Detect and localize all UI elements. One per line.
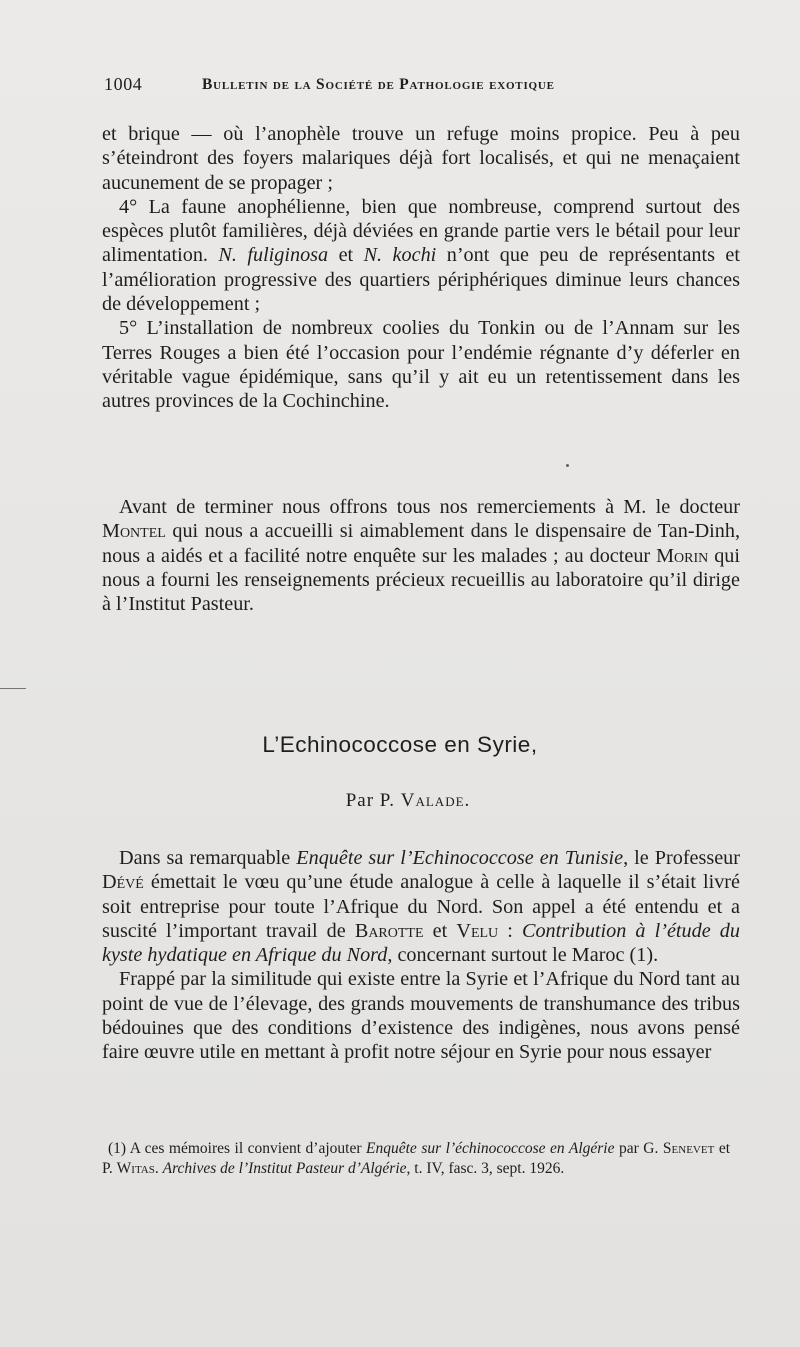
person-name: Barotte (354, 919, 424, 942)
paragraph: 5° L’installation de nombreux coolies du Tonkin ou de l’Annam sur les Terres Rouges a bien été l’occasion pour l’endémie régnante d’y déferler en véritable vague épidémique, sans qu’il y ait eu un retentissement dans les autres provinces de la Cochinchine. (102, 317, 740, 413)
paragraph: Frappé par la similitude qui existe entre la Syrie et l’Afrique du Nord tant au point de vue de l’élevage, des grands mouvements de transhumance des tribus bédouines que des conditions d’existence des indigènes, nous avons pensé faire œuvre utile en mettant à profit notre séjour en Syrie pour nous essayer (102, 968, 740, 1064)
cited-title: Enquête sur l’Echinococcose en Tunisie (296, 847, 624, 869)
cited-title: Enquête sur l’échinococcose en Algérie (366, 1140, 615, 1157)
person-name: Senevet (662, 1140, 715, 1157)
cited-title: Archives de l’Institut Pasteur d’Algérie (162, 1160, 407, 1177)
page-number: 1004 (104, 74, 143, 94)
journal-title: Bulletin de la Société de Pathologie exotique (202, 76, 555, 93)
ink-speck (566, 464, 569, 467)
person-name: Morin (656, 544, 709, 567)
paragraph: 4° La faune anophélienne, bien que nombreuse, comprend surtout des espèces plutôt familières, déjà déviées en grande partie vers le bétail pour leur alimentation. N. fuliginosa et N. kochi n’ont que peu de représentants et l’amélioration progressive des quartiers périphériques diminue leurs chances de développement ; (102, 195, 740, 316)
author-name: Valade (400, 790, 465, 811)
person-name: Montel (102, 520, 166, 543)
continuation-text (102, 122, 740, 414)
species-name: N. fuliginosa (218, 244, 329, 267)
acknowledgements (102, 495, 740, 616)
margin-mark (0, 688, 26, 689)
cited-title: Contribution à l’étude du kyste hydatique en Afrique du Nord (102, 919, 740, 967)
byline: Par P. Valade. (345, 790, 471, 811)
species-name: N. kochi (363, 244, 437, 267)
paragraph: et brique — où l’anophèle trouve un refuge moins propice. Peu à peu s’éteindront des foyers malariques déjà fort localisés, et qui ne menaçaient aucunement de se propager ; (102, 123, 740, 194)
person-name: Witas (116, 1160, 155, 1177)
person-name: Velu (456, 919, 499, 942)
paragraph: Dans sa remarquable Enquête sur l’Echinococcose en Tunisie, le Professeur Dévé émettait le vœu qu’une étude analogue à celle à laquelle il s’était livré soit entreprise pour toute l’Afrique du Nord. Son appel a été entendu et a suscité l’important travail de Barotte et Velu : Contribution à l’étude du kyste hydatique en Afrique du Nord, concernant surtout le Maroc (1). (102, 847, 740, 967)
running-head (104, 74, 738, 95)
person-name: Dévé (102, 871, 144, 894)
article-title: L’Echinococcose en Syrie, (262, 732, 538, 757)
footnote: (1) A ces mémoires il convient d’ajouter Enquête sur l’échinococcose en Algérie par G. Senevet et P. Witas. Archives de l’Institut Pasteur d’Algérie, t. IV, fasc. 3, sept. 1926. (102, 1140, 730, 1177)
article-body (102, 846, 740, 1065)
paragraph: Avant de terminer nous offrons tous nos remerciements à M. le docteur Montel qui nous a accueilli si aimablement dans le dispensaire de Tan-Dinh, nous a aidés et a facilité notre enquête sur les malades ; au docteur Morin qui nous a fourni les renseignements précieux recueillis au laboratoire qu’il dirige à l’Institut Pasteur. (102, 496, 741, 616)
